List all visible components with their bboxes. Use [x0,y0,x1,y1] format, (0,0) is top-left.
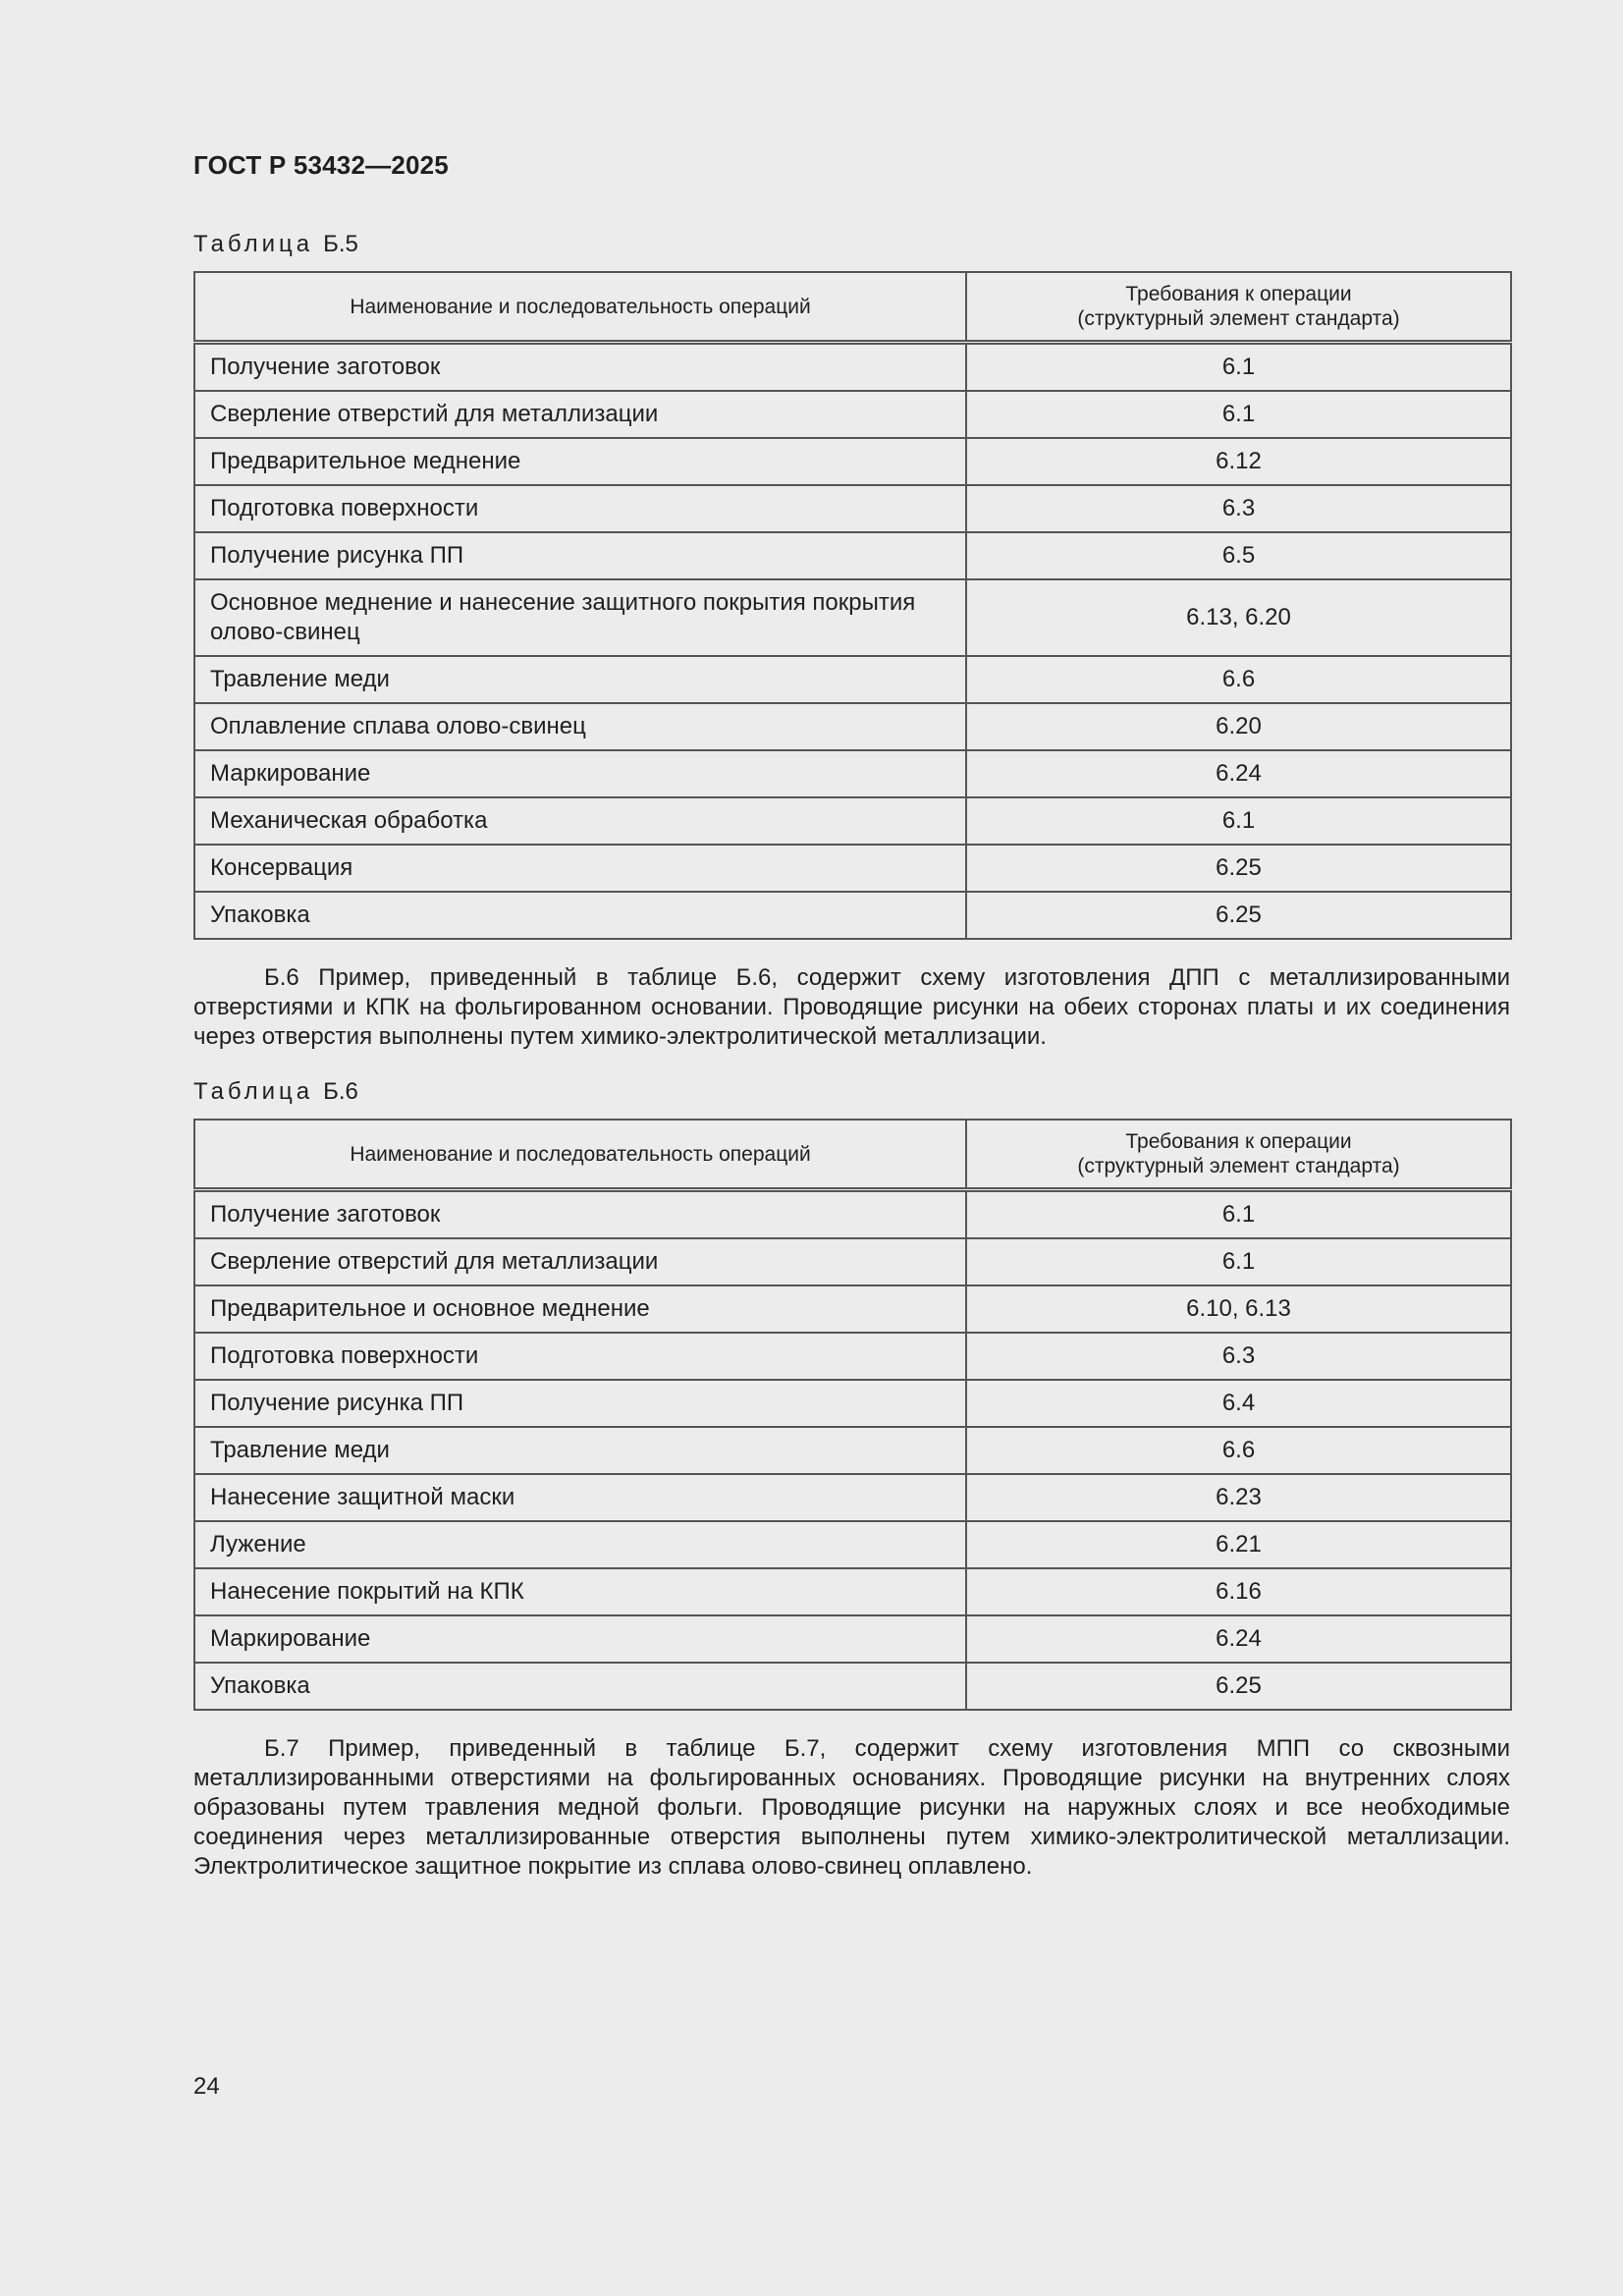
table-row [194,579,1511,656]
table-b6 [193,1119,1512,1711]
table-row [194,1285,1511,1333]
column-header-requirements-line2: (структурный элемент стандарта) [1077,1155,1400,1177]
table-row [194,1568,1511,1615]
table-caption-number: Б.5 [323,231,358,257]
requirement-cell: 6.1 [966,1238,1511,1285]
table-row [194,1427,1511,1474]
column-header-operations: Наименование и последовательность операций [194,1120,966,1190]
requirement-cell: 6.25 [966,1663,1511,1710]
page-number: 24 [193,2073,220,2100]
column-header-requirements [966,1120,1511,1190]
operation-cell: Нанесение защитной маски [194,1474,966,1521]
operation-cell: Получение заготовок [194,1190,966,1239]
table-b5 [193,271,1512,940]
table-row [194,750,1511,797]
operation-cell: Нанесение покрытий на КПК [194,1568,966,1615]
table-row [194,343,1511,392]
column-header-requirements-line2: (структурный элемент стандарта) [1077,307,1400,330]
table-row [194,703,1511,750]
table-row [194,485,1511,532]
table-row [194,845,1511,892]
operation-cell: Упаковка [194,892,966,939]
operation-cell: Сверление отверстий для металлизации [194,391,966,438]
column-header-operations: Наименование и последовательность операций [194,272,966,343]
requirement-cell: 6.1 [966,1190,1511,1239]
document-page [193,147,1509,1882]
table-row [194,1521,1511,1568]
requirement-cell: 6.12 [966,438,1511,485]
table-row [194,1190,1511,1239]
requirement-cell: 6.4 [966,1380,1511,1427]
table-header-row [194,272,1511,343]
table-row [194,1380,1511,1427]
requirement-cell: 6.25 [966,845,1511,892]
table-caption-number: Б.6 [323,1078,358,1105]
operation-cell: Получение рисунка ПП [194,1380,966,1427]
paragraph-b6: Б.6 Пример, приведенный в таблице Б.6, содержит схему изготовления ДПП с металлизированными отверстиями и КПК на фольгированном основании. Проводящие рисунки на обеих сторонах платы и их соединения через отверстия выполнены путем химико-электролитической металлизации. [193,964,1510,1050]
requirement-cell: 6.1 [966,391,1511,438]
table-caption-word: Таблица [193,1078,314,1105]
operation-cell: Механическая обработка [194,797,966,845]
table-caption-word: Таблица [193,231,314,257]
requirement-cell: 6.3 [966,485,1511,532]
operation-cell: Лужение [194,1521,966,1568]
requirement-cell: 6.1 [966,797,1511,845]
operation-cell: Травление меди [194,1427,966,1474]
table-row [194,532,1511,579]
table-row [194,391,1511,438]
operation-cell: Получение рисунка ПП [194,532,966,579]
table-b6-caption [193,1077,1509,1107]
requirement-cell: 6.13, 6.20 [966,579,1511,656]
requirement-cell: 6.6 [966,1427,1511,1474]
table-row [194,656,1511,703]
operation-cell: Основное меднение и нанесение защитного покрытия покрытия олово-свинец [194,579,966,656]
operation-cell: Сверление отверстий для металлизации [194,1238,966,1285]
operation-cell: Предварительное и основное меднение [194,1285,966,1333]
requirement-cell: 6.24 [966,750,1511,797]
operation-cell: Маркирование [194,1615,966,1663]
requirement-cell: 6.24 [966,1615,1511,1663]
table-row [194,1333,1511,1380]
operation-cell: Получение заготовок [194,343,966,392]
requirement-cell: 6.23 [966,1474,1511,1521]
document-header: ГОСТ Р 53432—2025 [193,150,449,180]
requirement-cell: 6.1 [966,343,1511,392]
requirement-cell: 6.21 [966,1521,1511,1568]
paragraph-b7: Б.7 Пример, приведенный в таблице Б.7, содержит схему изготовления МПП со сквозными металлизированными отверстиями на фольгированных основаниях. Проводящие рисунки на внутренних слоях образованы путем травления медной фольги. Проводящие рисунки на наружных слоях и все необходимые соединения через металлизированные отверстия выполнены путем химико-электролитической металлизации. Электролитическое защитное покрытие из сплава олово-свинец оплавлено. [193,1735,1510,1880]
requirement-cell: 6.5 [966,532,1511,579]
table-row [194,438,1511,485]
requirement-cell: 6.16 [966,1568,1511,1615]
operation-cell: Травление меди [194,656,966,703]
requirement-cell: 6.20 [966,703,1511,750]
table-row [194,1615,1511,1663]
operation-cell: Упаковка [194,1663,966,1710]
column-header-requirements-line1: Требования к операции [1125,283,1352,305]
operation-cell: Подготовка поверхности [194,485,966,532]
column-header-requirements-line1: Требования к операции [1125,1130,1352,1153]
table-row [194,1474,1511,1521]
operation-cell: Маркирование [194,750,966,797]
table-row [194,797,1511,845]
table-row [194,892,1511,939]
table-row [194,1238,1511,1285]
table-row [194,1663,1511,1710]
requirement-cell: 6.3 [966,1333,1511,1380]
column-header-requirements [966,272,1511,343]
table-header-row [194,1120,1511,1190]
operation-cell: Консервация [194,845,966,892]
operation-cell: Подготовка поверхности [194,1333,966,1380]
operation-cell: Оплавление сплава олово-свинец [194,703,966,750]
requirement-cell: 6.6 [966,656,1511,703]
requirement-cell: 6.10, 6.13 [966,1285,1511,1333]
requirement-cell: 6.25 [966,892,1511,939]
table-b5-caption [193,230,1509,259]
operation-cell: Предварительное меднение [194,438,966,485]
